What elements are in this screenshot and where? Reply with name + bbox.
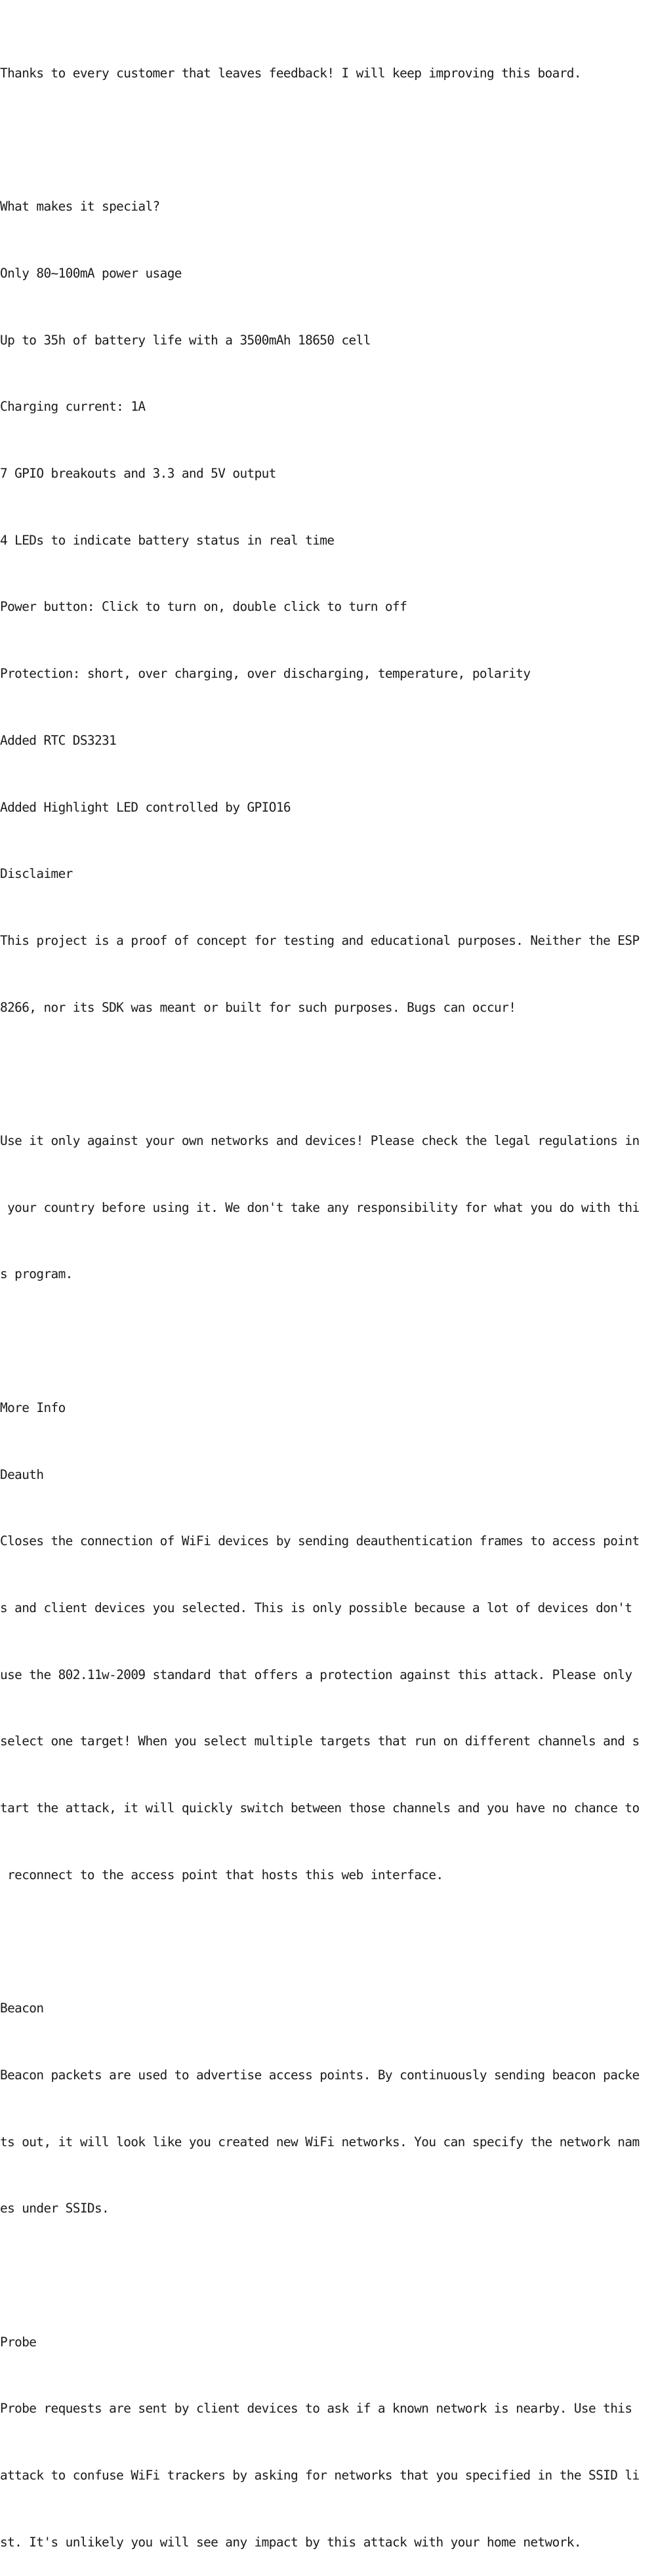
deauth-text: tart the attack, it will quickly switch between those channels and you have no chance to	[0, 1800, 640, 1816]
feature-item: Protection: short, over charging, over discharging, temperature, polarity	[0, 666, 531, 682]
probe-text: attack to confuse WiFi trackers by asking for networks that you specified in the SSID li	[0, 2468, 640, 2483]
feature-item: Added RTC DS3231	[0, 732, 117, 748]
blank-line	[0, 1931, 656, 1953]
features-heading: What makes it special?	[0, 199, 160, 215]
feature-item: 4 LEDs to indicate battery status in real time	[0, 532, 335, 548]
blank-line	[0, 1330, 656, 1352]
disclaimer-text: This project is a proof of concept for testing and educational purposes. Neither the ESP	[0, 932, 640, 948]
probe-text: st. It's unlikely you will see any impact by this attack with your home network.	[0, 2534, 581, 2550]
disclaimer-heading: Disclaimer	[0, 866, 73, 882]
blank-line	[0, 1063, 656, 1085]
deauth-text: select one target! When you select multiple targets that run on different channels and s	[0, 1734, 640, 1749]
blank-line	[0, 129, 656, 152]
document-body	[0, 18, 656, 2576]
feature-item: 7 GPIO breakouts and 3.3 and 5V output	[0, 466, 276, 482]
warning-text: Use it only against your own networks and devices! Please check the legal regulations in	[0, 1133, 640, 1149]
beacon-text: ts out, it will look like you created new WiFi networks. You can specify the network nam	[0, 2134, 640, 2150]
disclaimer-text: 8266, nor its SDK was meant or built for such purposes. Bugs can occur!	[0, 999, 516, 1015]
feature-item: Power button: Click to turn on, double click to turn off	[0, 599, 407, 615]
deauth-text: use the 802.11w-2009 standard that offers a protection against this attack. Please only	[0, 1667, 632, 1682]
feature-item: Added Highlight LED controlled by GPIO16	[0, 799, 291, 815]
feature-item: Up to 35h of battery life with a 3500mAh 18650 cell	[0, 332, 371, 348]
deauth-text: Closes the connection of WiFi devices by sending deauthentication frames to access point	[0, 1533, 640, 1549]
deauth-heading: Deauth	[0, 1466, 44, 1482]
deauth-text: s and client devices you selected. This is only possible because a lot of devices don't	[0, 1600, 632, 1615]
blank-line	[0, 2264, 656, 2287]
deauth-text: reconnect to the access point that hosts this web interface.	[0, 1867, 443, 1882]
beacon-heading: Beacon	[0, 2001, 44, 2016]
beacon-text: Beacon packets are used to advertise access points. By continuously sending beacon packe	[0, 2067, 640, 2083]
warning-text: your country before using it. We don't take any responsibility for what you do with thi	[0, 1199, 640, 1215]
warning-text: s program.	[0, 1266, 73, 1282]
probe-text: Probe requests are sent by client devices to ask if a known network is nearby. Use this	[0, 2401, 632, 2417]
intro-line: Thanks to every customer that leaves feedback! I will keep improving this board.	[0, 65, 581, 81]
more-info-heading: More Info	[0, 1400, 66, 1415]
probe-heading: Probe	[0, 2334, 37, 2350]
beacon-text: es under SSIDs.	[0, 2201, 110, 2216]
feature-item: Charging current: 1A	[0, 399, 146, 415]
feature-item: Only 80~100mA power usage	[0, 265, 182, 281]
